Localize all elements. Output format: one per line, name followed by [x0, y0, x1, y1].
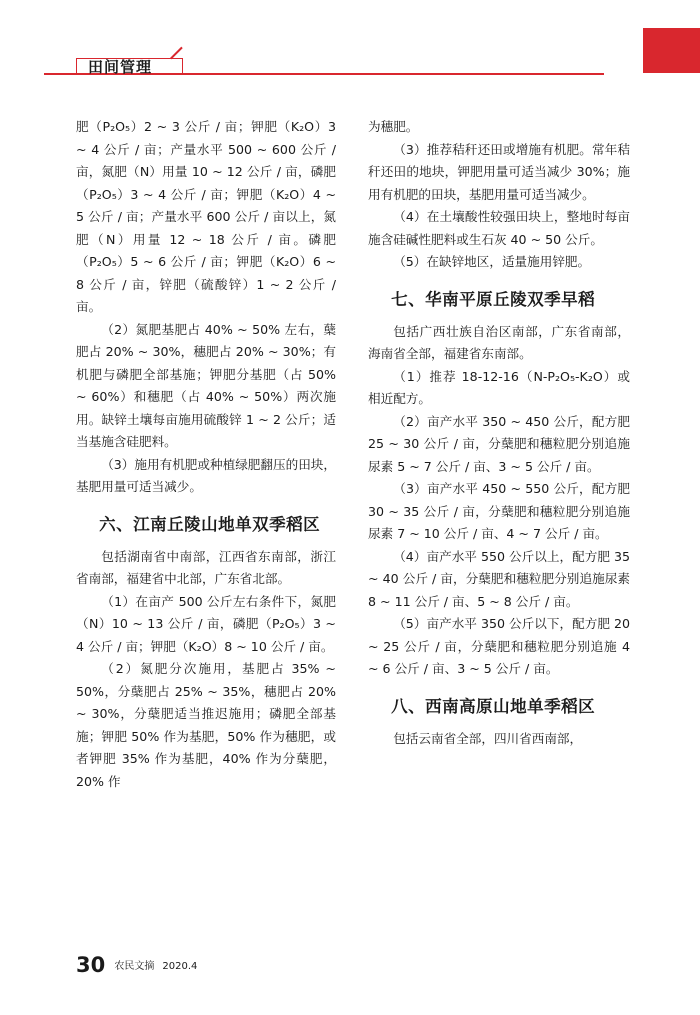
paragraph: （1）在亩产 500 公斤左右条件下，氮肥（N）10 ~ 13 公斤 / 亩，磷肥（P₂O₅）3 ~ 4 公斤 / 亩；钾肥（K₂O）8 ~ 10 公斤 / 亩。	[76, 593, 336, 654]
paragraph: （5）亩产水平 350 公斤以下，配方肥 20 ~ 25 公斤 / 亩，分蘖肥和穗粒肥分别追施 4 ~ 6 公斤 / 亩、3 ~ 5 公斤 / 亩。	[368, 616, 630, 676]
paragraph: （4）在土壤酸性较强田块上，整地时每亩施含硅碱性肥料或生石灰 40 ~ 50 公斤。	[368, 209, 630, 247]
issue-number: 2020.4	[162, 961, 198, 972]
page-number: 30	[76, 953, 106, 977]
paragraph: （2）亩产水平 350 ~ 450 公斤，配方肥 25 ~ 30 公斤 / 亩，分蘖肥和穗粒肥分别追施尿素 5 ~ 7 公斤 / 亩、3 ~ 5 公斤 / 亩。	[368, 413, 630, 474]
paragraph: （3）亩产水平 450 ~ 550 公斤，配方肥 30 ~ 35 公斤 / 亩，分蘖肥和穗粒肥分别追施尿素 7 ~ 10 公斤 / 亩、4 ~ 7 公斤 / 亩。	[368, 481, 630, 541]
section-heading: 八、西南高原山地单季稻区	[391, 696, 596, 716]
paragraph: （5）在缺锌地区，适量施用锌肥。	[393, 254, 591, 269]
paragraph: （2）氮肥基肥占 40% ~ 50% 左右，蘖肥占 20% ~ 30%，穗肥占 20% ~ 30%；有机肥与磷肥全部基施；钾肥分基肥（占 50% ~ 60%）和穗肥（占 40% ~ 50%）两次施用。缺锌土壤每亩施用硫酸锌 1 ~ 2 公斤；适当基施含硅肥料。	[76, 321, 336, 449]
red-corner-block	[643, 28, 700, 73]
paragraph: 肥（P₂O₅）2 ~ 3 公斤 / 亩；钾肥（K₂O）3 ~ 4 公斤 / 亩；产量水平 500 ~ 600 公斤 / 亩，氮肥（N）用量 10 ~ 12 公斤 / 亩，磷肥（P₂O₅）3 ~ 4 公斤 / 亩；钾肥（K₂O）4 ~ 5 公斤 / 亩；产量水平 600 公斤 / 亩以上，氮肥（N）用量 12 ~ 18 公斤 / 亩。磷肥（P₂O₅）5 ~ 6 公斤 / 亩；钾肥（K₂O）6 ~ 8 公斤 / 亩，锌肥（硫酸锌）1 ~ 2 公斤 / 亩。	[76, 119, 336, 314]
magazine-name: 农民文摘	[114, 961, 155, 972]
paragraph: 为穗肥。	[368, 119, 419, 134]
paragraph: 包括广西壮族自治区南部，广东省南部，海南省全部，福建省东南部。	[368, 323, 630, 361]
paragraph: （3）施用有机肥或种植绿肥翻压的田块，基肥用量可适当减少。	[76, 456, 336, 494]
section-label: 田间管理	[88, 58, 153, 76]
paragraph: （4）亩产水平 550 公斤以上，配方肥 35 ~ 40 公斤 / 亩，分蘖肥和穗粒肥分别追施尿素 8 ~ 11 公斤 / 亩、5 ~ 8 公斤 / 亩。	[368, 548, 630, 609]
paragraph: 包括云南省全部，四川省西南部，	[393, 730, 583, 746]
page-footer	[76, 953, 197, 977]
section-heading: 七、华南平原丘陵双季早稻	[391, 289, 596, 309]
page-header	[0, 0, 700, 80]
section-heading: 六、江南丘陵山地单双季稻区	[99, 514, 321, 534]
paragraph: 包括湖南省中南部，江西省东南部，浙江省南部，福建省中北部，广东省北部。	[76, 548, 336, 586]
paragraph: （2）氮肥分次施用，基肥占 35% ~ 50%，分蘖肥占 25% ~ 35%，穗肥占 20% ~ 30%，分蘖肥适当推迟施用；磷肥全部基施；钾肥 50% 作为基肥，50% 作为穗肥，或者钾肥 35% 作为基肥，40% 作为分蘖肥，20% 作	[76, 661, 336, 789]
paragraph: （1）推荐 18-12-16（N-P₂O₅-K₂O）或相近配方。	[368, 368, 630, 406]
left-column	[76, 116, 336, 793]
right-column	[368, 116, 630, 750]
paragraph: （3）推荐秸秆还田或增施有机肥。常年秸秆还田的地块，钾肥用量可适当减少 30%；施用有机肥的田块，基肥用量可适当减少。	[368, 141, 630, 202]
